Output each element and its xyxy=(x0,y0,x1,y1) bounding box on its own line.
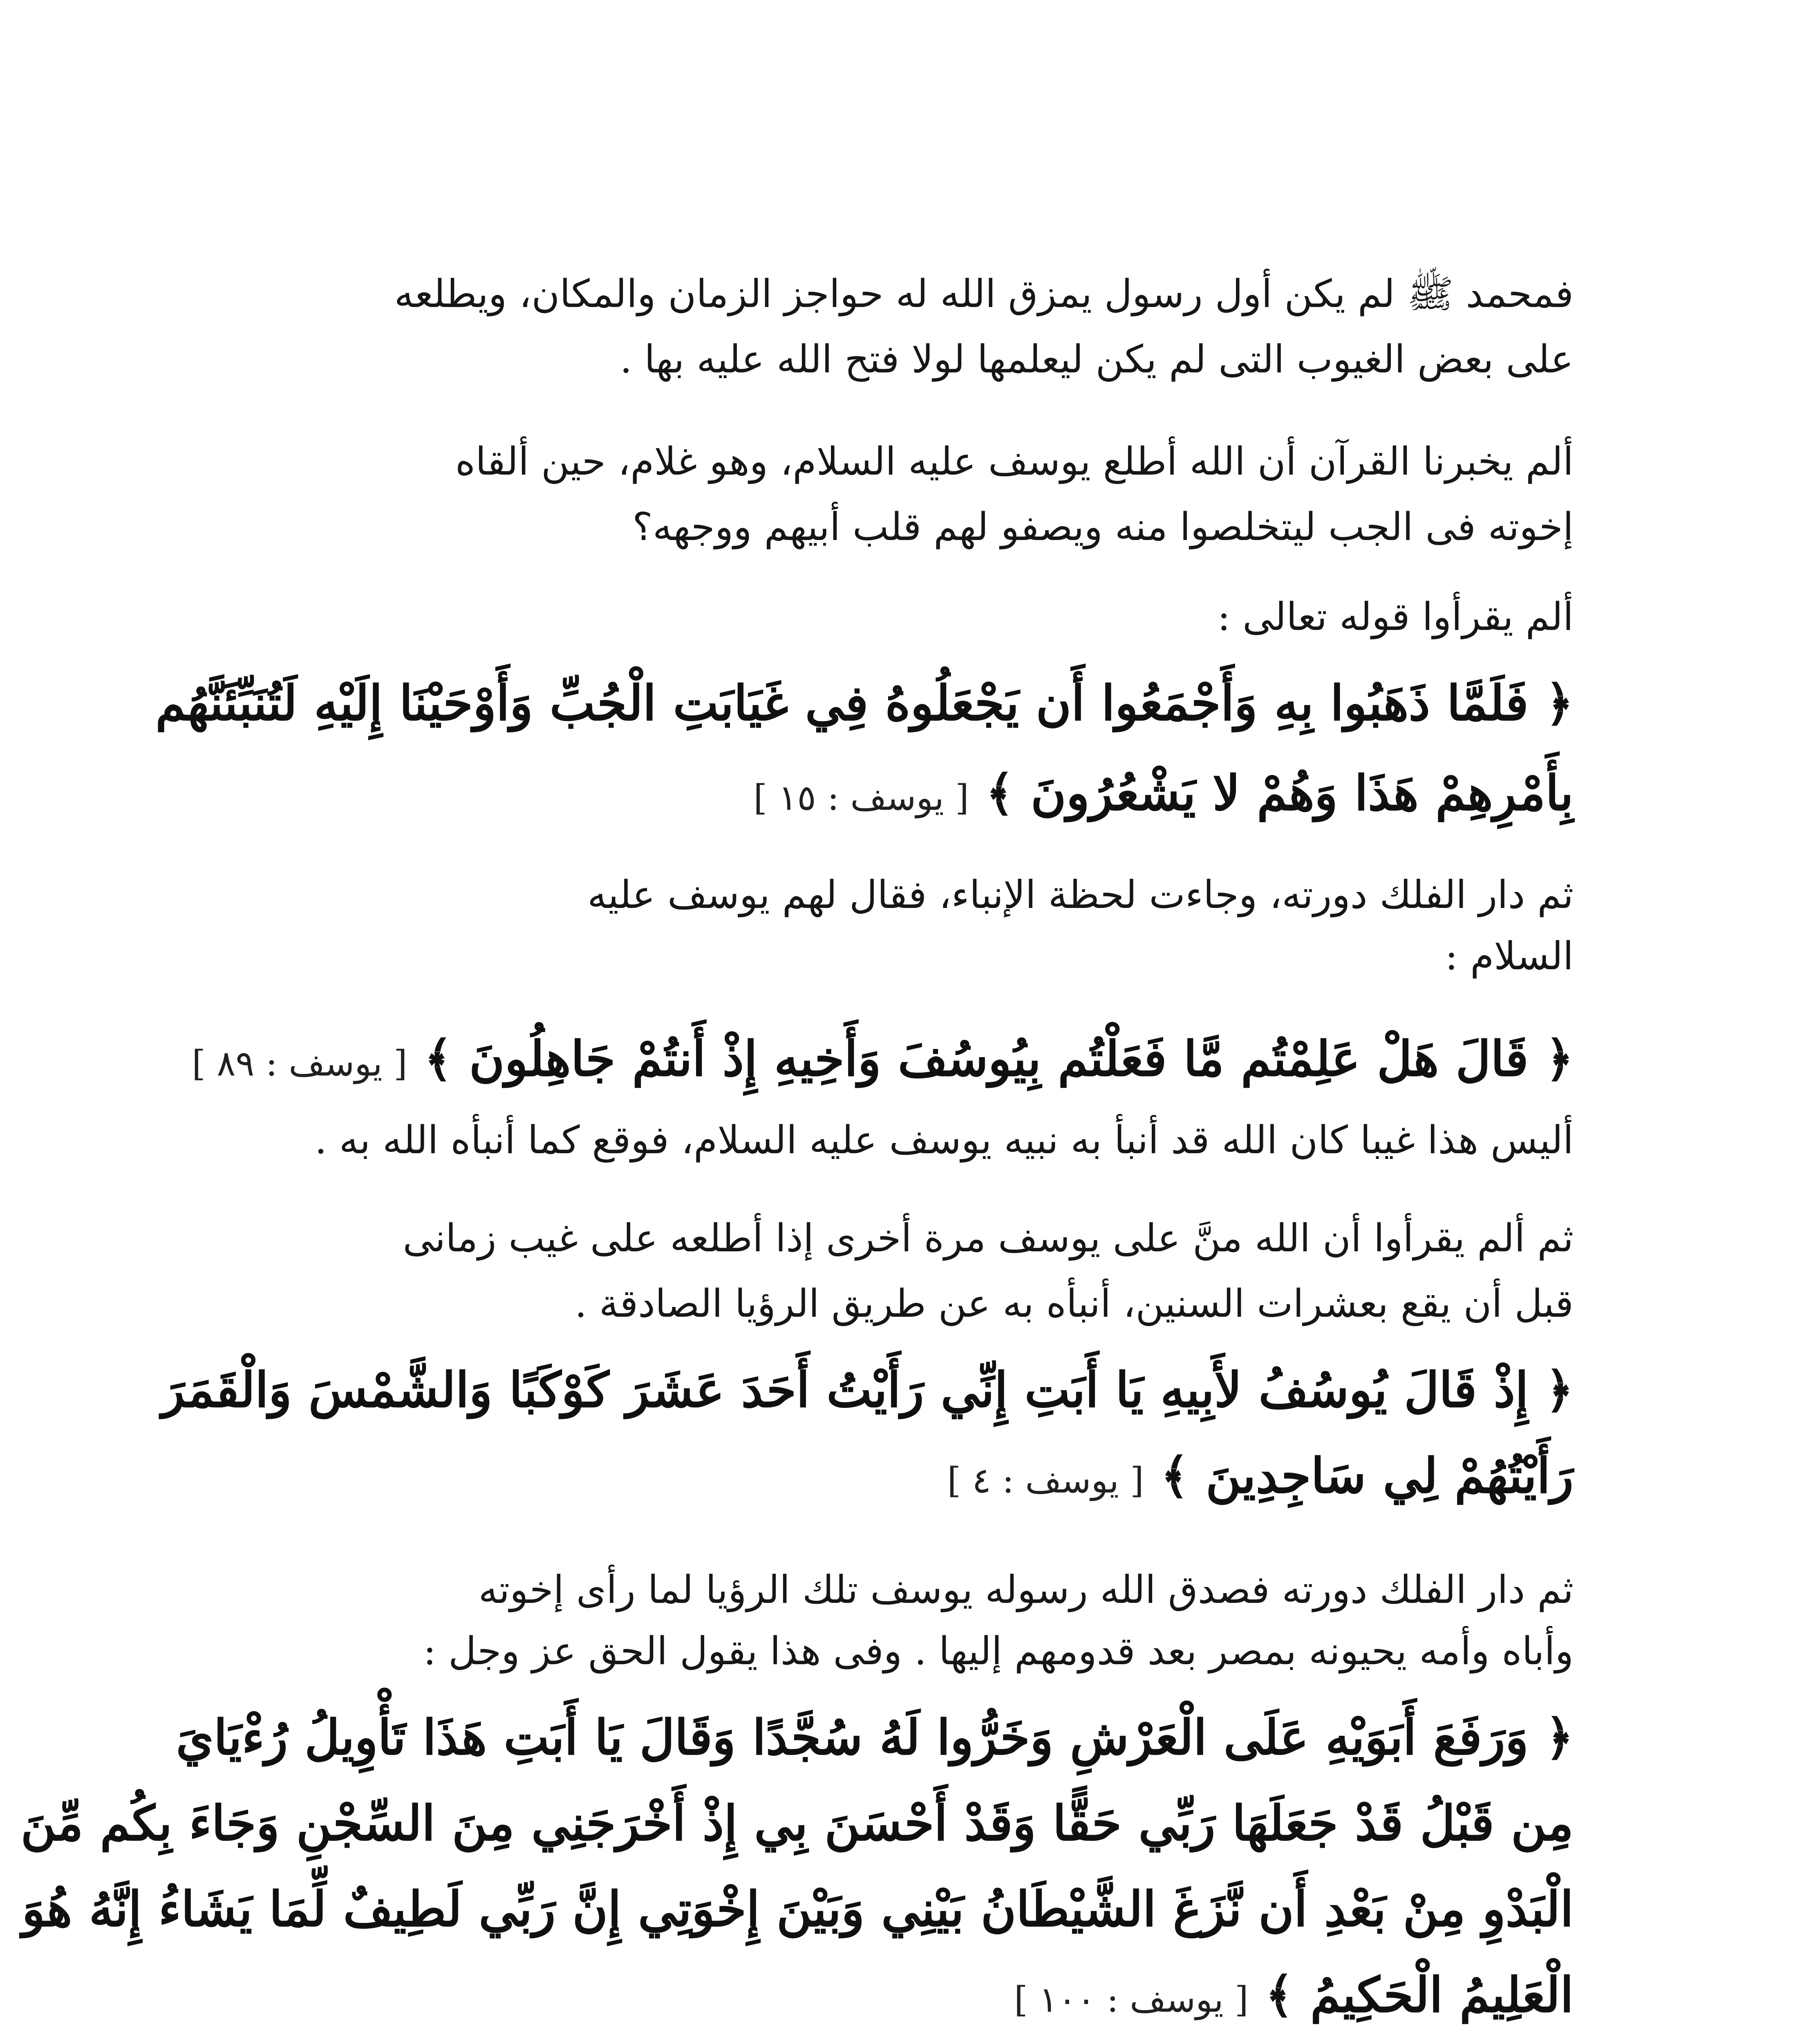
verse-citation: [ يوسف : ١٥ ] xyxy=(753,778,969,818)
quran-verse-line: ﴿ فَلَمَّا ذَهَبُوا بِهِ وَأَجْمَعُوا أَن يَجْعَلُوهُ فِي غَيَابَتِ الْجُبِّ وَأَوْحَيْنَا إِلَيْهِ لَتُنَبِّئَنَّهُم xyxy=(155,675,1574,731)
quran-verse-line xyxy=(192,1026,1574,1096)
quran-verse-text: بِأَمْرِهِمْ هَذَا وَهُمْ لا يَشْعُرُونَ ﴾ xyxy=(985,764,1574,821)
paragraph-line: وأباه وأمه يحيونه بمصر بعد قدومهم إليها . وفى هذا يقول الحق عز وجل : xyxy=(423,1629,1574,1674)
paragraph-line: ثم دار الفلك دورته، وجاءت لحظة الإنباء، فقال لهم يوسف عليه xyxy=(587,873,1574,917)
paragraph-line: ثم دار الفلك دورته فصدق الله رسوله يوسف تلك الرؤيا لما رأى إخوته xyxy=(478,1568,1574,1612)
paragraph-line: قبل أن يقع بعشرات السنين، أنبأه به عن طريق الرؤيا الصادقة . xyxy=(575,1282,1574,1326)
verse-citation: [ يوسف : ٤ ] xyxy=(947,1460,1144,1501)
quran-verse-line: ﴿ إِذْ قَالَ يُوسُفُ لأَبِيهِ يَا أَبَتِ إِنِّي رَأَيْتُ أَحَدَ عَشَرَ كَوْكَبًا وَالشَّمْسَ وَالْقَمَرَ xyxy=(161,1361,1574,1418)
quran-verse-text: الْعَلِيمُ الْحَكِيمُ ﴾ xyxy=(1265,1966,1574,2023)
quran-verse-line: ﴿ وَرَفَعَ أَبَوَيْهِ عَلَى الْعَرْشِ وَخَرُّوا لَهُ سُجَّدًا وَقَالَ يَا أَبَتِ هَذَا تَأْوِيلُ رُءْيَايَ xyxy=(176,1709,1574,1766)
paragraph-line: إخوته فى الجب ليتخلصوا منه ويصفو لهم قلب أبيهم ووجهه؟ xyxy=(632,505,1574,549)
paragraph-line: ألم يخبرنا القرآن أن الله أطلع يوسف عليه السلام، وهو غلام، حين ألقاه xyxy=(455,439,1574,484)
paragraph-line: على بعض الغيوب التى لم يكن ليعلمها لولا فتح الله عليه بها . xyxy=(620,337,1574,382)
paragraph-line: ثم ألم يقرأوا أن الله منَّ على يوسف مرة أخرى إذا أطلعه على غيب زمانى xyxy=(403,1216,1574,1261)
quran-verse-text: ﴿ قَالَ هَلْ عَلِمْتُم مَّا فَعَلْتُم بِيُوسُفَ وَأَخِيهِ إِذْ أَنتُمْ جَاهِلُونَ ﴾ xyxy=(424,1030,1574,1087)
paragraph-line: فمحمد ﷺ لم يكن أول رسول يمزق الله له حواجز الزمان والمكان، ويطلعه xyxy=(394,272,1574,316)
quran-verse-line: مِن قَبْلُ قَدْ جَعَلَهَا رَبِّي حَقًّا وَقَدْ أَحْسَنَ بِي إِذْ أَخْرَجَنِي مِنَ السِّجْنِ وَجَاءَ بِكُم مِّنَ xyxy=(20,1795,1574,1851)
quran-verse-line xyxy=(253,760,1574,831)
quran-verse-line xyxy=(253,1443,1574,1513)
quran-verse-line xyxy=(253,1962,1574,2033)
quran-verse-line: الْبَدْوِ مِنْ بَعْدِ أَن نَّزَغَ الشَّيْطَانُ بَيْنِي وَبَيْنَ إِخْوَتِي إِنَّ رَبِّي لَطِيفٌ لِّمَا يَشَاءُ إِنَّهُ هُوَ xyxy=(22,1880,1574,1937)
paragraph-line: أليس هذا غيبا كان الله قد أنبأ به نبيه يوسف عليه السلام، فوقع كما أنبأه الله به . xyxy=(314,1118,1574,1163)
verse-citation: [ يوسف : ١٠٠ ] xyxy=(1014,1979,1249,2020)
paragraph-line: السلام : xyxy=(1445,934,1574,979)
verse-citation: [ يوسف : ٨٩ ] xyxy=(192,1043,407,1084)
paragraph-line: ألم يقرأوا قوله تعالى : xyxy=(1217,595,1574,639)
quran-verse-text: رَأَيْتُهُمْ لِي سَاجِدِينَ ﴾ xyxy=(1160,1447,1574,1504)
